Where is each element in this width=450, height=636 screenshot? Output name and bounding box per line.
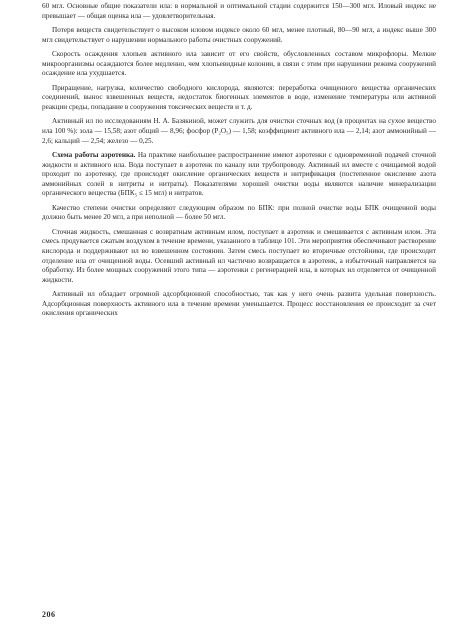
paragraph-7 [42, 204, 436, 223]
paragraph-6-text: На практике наибольшее распространение имеют аэротенки с одновременной подачей сточной жидкости и активного ила. Вода поступает в аэротенк по каналу или трубопроводу. Активный ил вместе с очищаемой водой проходит по аэротенку, где происходят окисление органических веществ и нитрификация (постепенное окисление азота аммонийных солей в нитриты и нитраты). Показателями хорошей очистки воды являются наличие минерализации органического вещества (БПК₅ ≤ 15 мгл) и нитратов. [42, 151, 436, 198]
paragraph-3 [42, 50, 436, 79]
paragraph-7-text: Качество степени очистки определяют следующим образом по БПК: при полной очистке воды БПК очищенной воды должно быть менее 20 мгл, а при неполной — более 50 мгл. [42, 203, 436, 222]
paragraph-6-lead: Схема работы аэротенка. [52, 151, 136, 160]
paragraph-4 [42, 84, 436, 113]
paragraph-6 [42, 151, 436, 199]
paragraph-8 [42, 228, 436, 285]
paragraph-9 [42, 290, 436, 319]
paragraph-2-text: Потеря веществ свидетельствует о высоком иловом индексе около 60 мгл, менее плотный, 80—90 мгл, а индекс выше 300 мгл свидетельствует о нарушении нормального работы очистных сооружений. [42, 26, 436, 44]
paragraph-9-text: Активный ил обладает огромной адсорбционной способностью, так как у него очень развита удельная поверхность. Адсорбционная поверхность активного ила в течение времени уменьшается. Процесс восстановления ее происходит за счет окисления органических [42, 290, 436, 318]
paragraph-5-text: Активный ил по исследованиям Н. А. Базякиной, может служить для очистки сточных вод (в процентах на сухое вещество ила 100 %): зола — 15,58; азот общий — 8,96; фосфор (P₂O₅) — 1,58; коэффициент активного ила — 2,14; азот аммонийный — 2,6; кальций — 2,54; железо — 0,25. [42, 117, 436, 145]
paragraph-1-text: 60 мгл. Основные общие показатели ила: в нормальной и оптимальной стадии содержится 150—300 мгл. Иловый индекс не превышает — общая оценка ила — удовлетворительная. [42, 2, 436, 20]
page-number: 206 [42, 610, 56, 619]
paragraph-3-text: Скорость осаждения хлопьев активного ила зависит от его свойств, обусловленных составом микрофлоры. Мелкие микроорганизмы осаждаются более медленно, чем хлопьевидные колонии, в связи с этим при нарушении режима сооружений осаждение ила ухудшается. [42, 50, 436, 78]
paragraph-1 [42, 2, 436, 21]
paragraph-4-text: Приращение, нагрузка, количество свободного кислорода, являются: переработка очищенного вещества органических соединений, вынос взвешенных веществ, недостаток биогенных элементов в воде, изменение температуры или активной реакции среды, попадание в сооружения токсических веществ и т. д. [42, 83, 436, 111]
paragraph-5 [42, 117, 436, 146]
paragraph-8-text: Сточная жидкость, смешанная с возвратным активным илом, поступает в аэротенк и смешивается с активным илом. Эта смесь продувается сжатым воздухом в течение времени, указанного в таблице 101. Эти мероприятия обеспечивают растворение кислорода и поддерживают ил во взвешенном состоянии. Затем смесь поступает во вторичные отстойники, где происходит отделение ила от очищенной воды. Осевший активный ил частично возвращается в аэротенк, а избыточный направляется на обработку. Из более мощных сооружений этого типа — аэротенки с регенерацией ила, в которых ил отделяется от очищенной жидкости. [42, 227, 436, 284]
paragraph-2 [42, 26, 436, 45]
